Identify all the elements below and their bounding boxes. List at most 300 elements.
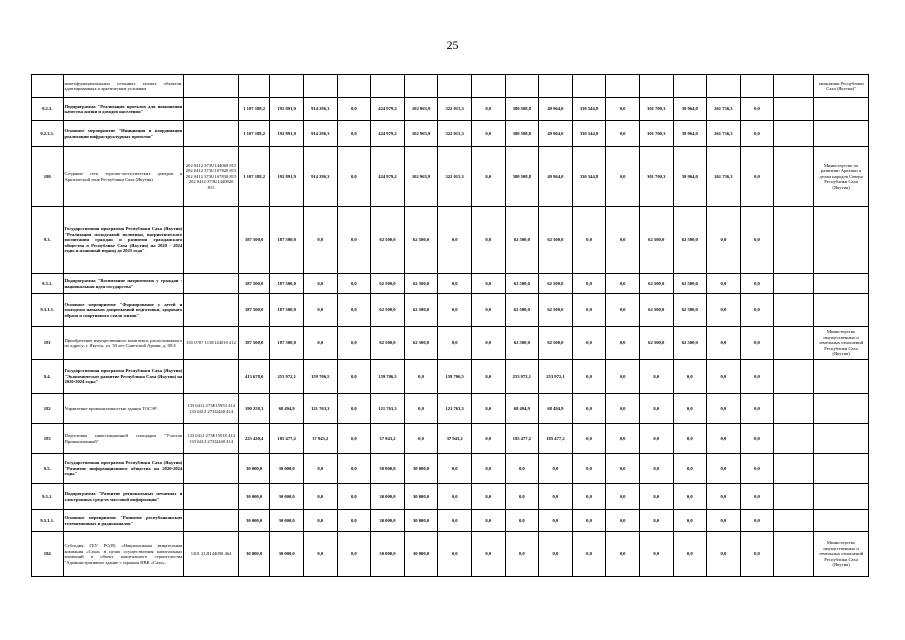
budget-code: 133 0412 273E15953 414 133 0412 273I2440 414 xyxy=(184,394,239,424)
amount-cell: 121 763,3 xyxy=(303,394,337,424)
amount-cell: 159 706,5 xyxy=(303,360,337,394)
amount-cell: 380 508,8 xyxy=(505,98,539,121)
amount-cell: 261 736,3 xyxy=(707,121,741,147)
responsible-executor xyxy=(814,360,869,394)
amount-cell: 187 500,0 xyxy=(238,294,270,327)
amount-cell: 0,0 xyxy=(505,454,539,484)
amount-cell: 37 943,2 xyxy=(371,424,405,454)
amount-cell: 0,0 xyxy=(505,484,539,510)
amount-cell: 62 500,0 xyxy=(539,327,573,360)
amount-cell: 0,0 xyxy=(471,394,505,424)
amount-cell: 0,0 xyxy=(639,360,673,394)
amount-cell: 159 706,5 xyxy=(371,360,405,394)
amount-cell: 0,0 xyxy=(337,360,371,394)
amount-cell: 322 015,3 xyxy=(438,98,472,121)
amount-cell: 0,0 xyxy=(740,454,774,484)
amount-cell: 0,0 xyxy=(673,454,707,484)
amount-cell xyxy=(774,454,814,484)
amount-cell: 0,0 xyxy=(438,454,472,484)
budget-table xyxy=(31,74,869,577)
amount-cell: 0,0 xyxy=(337,207,371,274)
amount-cell: 68 494,9 xyxy=(539,394,573,424)
amount-cell: 0,0 xyxy=(740,510,774,532)
amount-cell: 424 979,2 xyxy=(371,98,405,121)
amount-cell: 49 964,0 xyxy=(539,147,573,207)
amount-cell: 187 500,0 xyxy=(238,207,270,274)
amount-cell xyxy=(539,75,573,98)
row-number: 9.4. xyxy=(32,360,64,394)
amount-cell: 0,0 xyxy=(707,454,741,484)
amount-cell: 30 000,0 xyxy=(371,454,405,484)
amount-cell: 0,0 xyxy=(606,294,640,327)
amount-cell xyxy=(774,510,814,532)
amount-cell: 0,0 xyxy=(471,532,505,577)
row-name: Приобретение имущественного комплекса, расположенного по адресу: г. Якутск, ул. 50 лет Советской Армии, д. 80/4 xyxy=(63,327,184,360)
row-name: Государственная программа Республики Саха (Якутия) "Развитие информационного общества на 2020-2024 годы" xyxy=(63,454,184,484)
amount-cell: 0,0 xyxy=(471,510,505,532)
amount-cell: 30 000,0 xyxy=(238,484,270,510)
row-name: Подпрограмма "Воспитание патриотизма у граждан - национальная идея государства" xyxy=(63,274,184,294)
amount-cell: 0,0 xyxy=(572,294,606,327)
table-row xyxy=(32,454,869,484)
amount-cell: 0,0 xyxy=(606,484,640,510)
amount-cell: 0,0 xyxy=(438,294,472,327)
table-row xyxy=(32,360,869,394)
responsible-executor xyxy=(814,424,869,454)
amount-cell: 0,0 xyxy=(639,532,673,577)
budget-code xyxy=(184,294,239,327)
amount-cell: 0,0 xyxy=(337,327,371,360)
table-row xyxy=(32,327,869,360)
row-number: 183 xyxy=(32,424,64,454)
amount-cell: 330 544,8 xyxy=(572,147,606,207)
amount-cell: 0,0 xyxy=(639,484,673,510)
amount-cell: 0,0 xyxy=(471,294,505,327)
amount-cell: 62 500,0 xyxy=(539,274,573,294)
amount-cell: 30 000,0 xyxy=(404,510,438,532)
amount-cell: 0,0 xyxy=(639,454,673,484)
budget-code xyxy=(184,484,239,510)
row-number: 9.3. xyxy=(32,207,64,274)
amount-cell xyxy=(673,75,707,98)
budget-code: 202 0412 373U144060 815 202 0412 373U1S7820 815 202 0412 373U1S7830 815 202 0412 373U1440820 815 xyxy=(184,147,239,207)
amount-cell: 301 700,3 xyxy=(639,121,673,147)
amount-cell xyxy=(774,147,814,207)
table-row xyxy=(32,532,869,577)
budget-code xyxy=(184,121,239,147)
amount-cell: 62 500,0 xyxy=(505,294,539,327)
amount-cell: 0,0 xyxy=(740,484,774,510)
amount-cell: 0,0 xyxy=(471,327,505,360)
amount-cell: 62 500,0 xyxy=(673,294,707,327)
amount-cell: 30 000,0 xyxy=(371,532,405,577)
amount-cell: 380 508,8 xyxy=(505,121,539,147)
budget-code xyxy=(184,454,239,484)
amount-cell xyxy=(774,274,814,294)
amount-cell: 0,0 xyxy=(707,394,741,424)
amount-cell: 0,0 xyxy=(404,360,438,394)
amount-cell: 0,0 xyxy=(438,510,472,532)
row-name: Подготовка инвестиционной площадки "Участок Промышленный" xyxy=(63,424,184,454)
amount-cell: 0,0 xyxy=(572,424,606,454)
amount-cell: 0,0 xyxy=(572,274,606,294)
amount-cell: 30 000,0 xyxy=(404,454,438,484)
amount-cell: 62 500,0 xyxy=(673,207,707,274)
amount-cell: 0,0 xyxy=(572,360,606,394)
amount-cell: 0,0 xyxy=(673,394,707,424)
amount-cell xyxy=(774,484,814,510)
amount-cell: 0,0 xyxy=(337,454,371,484)
responsible-executor xyxy=(814,207,869,274)
amount-cell: 0,0 xyxy=(606,360,640,394)
amount-cell: 0,0 xyxy=(303,327,337,360)
amount-cell: 253 972,1 xyxy=(539,360,573,394)
responsible-executor xyxy=(814,510,869,532)
amount-cell: 30 000,0 xyxy=(371,510,405,532)
amount-cell: 39 964,0 xyxy=(673,98,707,121)
amount-cell: 37 943,2 xyxy=(303,424,337,454)
table-row xyxy=(32,121,869,147)
amount-cell: 0,0 xyxy=(572,484,606,510)
amount-cell: 62 500,0 xyxy=(673,274,707,294)
row-name: Основное мероприятие "Инициация и координация реализации инфраструктурных проектов" xyxy=(63,121,184,147)
amount-cell: 0,0 xyxy=(639,510,673,532)
amount-cell: 0,0 xyxy=(639,394,673,424)
amount-cell: 187 500,0 xyxy=(238,274,270,294)
row-number: 184 xyxy=(32,532,64,577)
responsible-executor xyxy=(814,121,869,147)
amount-cell: 0,0 xyxy=(438,484,472,510)
amount-cell xyxy=(774,532,814,577)
row-number: 9.5. xyxy=(32,454,64,484)
amount-cell xyxy=(774,424,814,454)
amount-cell: 0,0 xyxy=(337,394,371,424)
amount-cell: 0,0 xyxy=(740,121,774,147)
row-number xyxy=(32,75,64,98)
amount-cell: 0,0 xyxy=(572,207,606,274)
amount-cell: 0,0 xyxy=(471,454,505,484)
amount-cell xyxy=(740,75,774,98)
amount-cell: 253 972,1 xyxy=(270,360,304,394)
amount-cell: 0,0 xyxy=(539,510,573,532)
amount-cell: 68 494,9 xyxy=(270,394,304,424)
amount-cell: 1 107 188,2 xyxy=(238,98,270,121)
amount-cell: 0,0 xyxy=(337,121,371,147)
row-name: Подпрограмма "Реализация проектов для повышения качества жизни и доходов населения" xyxy=(63,98,184,121)
amount-cell: 330 544,8 xyxy=(572,98,606,121)
table-row xyxy=(32,510,869,532)
responsible-executor: Министерство имущественных и земельных отношений Республики Саха (Якутия) xyxy=(814,327,869,360)
amount-cell xyxy=(438,75,472,98)
amount-cell: 0,0 xyxy=(337,147,371,207)
amount-cell: 0,0 xyxy=(471,207,505,274)
amount-cell: 49 964,0 xyxy=(539,98,573,121)
amount-cell: 0,0 xyxy=(337,98,371,121)
amount-cell: 0,0 xyxy=(471,274,505,294)
amount-cell: 0,0 xyxy=(707,274,741,294)
amount-cell xyxy=(707,75,741,98)
row-number: 180 xyxy=(32,147,64,207)
amount-cell: 30 000,0 xyxy=(238,510,270,532)
row-number: 9.2.3.1. xyxy=(32,121,64,147)
amount-cell: 62 500,0 xyxy=(639,207,673,274)
amount-cell: 0,0 xyxy=(740,424,774,454)
responsible-executor xyxy=(814,394,869,424)
amount-cell: 322 015,3 xyxy=(438,121,472,147)
amount-cell: 0,0 xyxy=(740,394,774,424)
amount-cell: 0,0 xyxy=(606,394,640,424)
amount-cell xyxy=(606,75,640,98)
amount-cell: 62 500,0 xyxy=(404,274,438,294)
amount-cell: 413 678,6 xyxy=(238,360,270,394)
amount-cell: 0,0 xyxy=(606,424,640,454)
row-name: Государственная программа Республики Саха (Якутия) "Экономическое развитие Республики Саха (Якутия) на 2020-2024 годы" xyxy=(63,360,184,394)
amount-cell: 62 500,0 xyxy=(539,207,573,274)
amount-cell: 192 891,9 xyxy=(270,121,304,147)
amount-cell: 62 500,0 xyxy=(371,274,405,294)
amount-cell: 0,0 xyxy=(471,360,505,394)
amount-cell: 62 500,0 xyxy=(371,207,405,274)
row-number: 9.3.1. xyxy=(32,274,64,294)
amount-cell: 322 015,3 xyxy=(438,147,472,207)
amount-cell: 0,0 xyxy=(572,532,606,577)
budget-code xyxy=(184,274,239,294)
table-row xyxy=(32,147,869,207)
responsible-executor: экономики Республики Саха (Якутия)" xyxy=(814,75,869,98)
amount-cell: 0,0 xyxy=(471,424,505,454)
amount-cell: 102 963,9 xyxy=(404,147,438,207)
amount-cell: 190 258,3 xyxy=(238,394,270,424)
amount-cell: 0,0 xyxy=(438,327,472,360)
amount-cell xyxy=(774,75,814,98)
amount-cell: 223 420,4 xyxy=(238,424,270,454)
amount-cell xyxy=(774,294,814,327)
amount-cell: 192 891,9 xyxy=(270,98,304,121)
row-number: 182 xyxy=(32,394,64,424)
amount-cell: 0,0 xyxy=(438,207,472,274)
amount-cell: 0,0 xyxy=(337,484,371,510)
row-number: 9.5.1. xyxy=(32,484,64,510)
amount-cell: 62 500,0 xyxy=(404,207,438,274)
amount-cell: 0,0 xyxy=(337,294,371,327)
amount-cell xyxy=(774,394,814,424)
row-name: Субсидия ГБУ РС(Я) «Национальная вещательная компания «Саха» в целях осуществления капитальных вложений в объект капитального строительства "Административное здание с гаражом НВК «Саха», xyxy=(63,532,184,577)
budget-code: 133 0412 273E15918 414 133 0412 273I2440 414 xyxy=(184,424,239,454)
budget-code: 1201 212I144090 464 xyxy=(184,532,239,577)
amount-cell: 0,0 xyxy=(572,454,606,484)
row-name: Управление промышленностью здания ТОСЭР xyxy=(63,394,184,424)
amount-cell: 0,0 xyxy=(639,424,673,454)
amount-cell: 0,0 xyxy=(572,327,606,360)
amount-cell: 0,0 xyxy=(438,274,472,294)
amount-cell xyxy=(337,75,371,98)
amount-cell xyxy=(572,75,606,98)
row-name: Создание сети торгово-логистических центров в Арктической зоне Республики Саха (Якутия) xyxy=(63,147,184,207)
amount-cell: 30 000,0 xyxy=(270,532,304,577)
amount-cell: 0,0 xyxy=(404,394,438,424)
amount-cell: 0,0 xyxy=(303,454,337,484)
responsible-executor xyxy=(814,98,869,121)
amount-cell: 0,0 xyxy=(707,484,741,510)
amount-cell xyxy=(774,360,814,394)
amount-cell: 0,0 xyxy=(707,327,741,360)
amount-cell: 0,0 xyxy=(303,532,337,577)
amount-cell: 0,0 xyxy=(337,274,371,294)
amount-cell: 0,0 xyxy=(707,424,741,454)
amount-cell: 121 763,3 xyxy=(438,394,472,424)
amount-cell: 301 700,3 xyxy=(639,147,673,207)
amount-cell: 68 494,9 xyxy=(505,394,539,424)
amount-cell: 380 508,8 xyxy=(505,147,539,207)
amount-cell: 30 000,0 xyxy=(270,484,304,510)
amount-cell: 0,0 xyxy=(707,532,741,577)
responsible-executor xyxy=(814,274,869,294)
amount-cell: 185 477,2 xyxy=(270,424,304,454)
amount-cell: 62 500,0 xyxy=(639,274,673,294)
amount-cell: 0,0 xyxy=(673,424,707,454)
budget-code: 165 0707 113E144010 412 xyxy=(184,327,239,360)
amount-cell: 30 000,0 xyxy=(238,454,270,484)
amount-cell: 62 500,0 xyxy=(639,294,673,327)
amount-cell: 30 000,0 xyxy=(238,532,270,577)
amount-cell: 30 000,0 xyxy=(270,454,304,484)
amount-cell xyxy=(774,327,814,360)
table-row xyxy=(32,75,869,98)
row-name: Подпрограмма "Развитие региональных печатных и электронных средств массовой информации" xyxy=(63,484,184,510)
amount-cell: 424 979,2 xyxy=(371,121,405,147)
responsible-executor xyxy=(814,484,869,510)
amount-cell: 0,0 xyxy=(303,510,337,532)
budget-code xyxy=(184,360,239,394)
amount-cell: 330 544,8 xyxy=(572,121,606,147)
responsible-executor: Министерство имущественных и земельных отношений Республики Саха (Якутия) xyxy=(814,532,869,577)
amount-cell: 0,0 xyxy=(471,98,505,121)
budget-code xyxy=(184,510,239,532)
table-row xyxy=(32,274,869,294)
amount-cell: 0,0 xyxy=(606,207,640,274)
amount-cell: 187 500,0 xyxy=(270,274,304,294)
amount-cell xyxy=(774,121,814,147)
amount-cell xyxy=(774,98,814,121)
amount-cell: 0,0 xyxy=(337,510,371,532)
table-row xyxy=(32,394,869,424)
page-number: 25 xyxy=(446,38,459,52)
table-row xyxy=(32,294,869,327)
row-name: многофункциональных сезонных теплых объектов, адаптированных к арктическим условиям xyxy=(63,75,184,98)
amount-cell: 49 964,0 xyxy=(539,121,573,147)
amount-cell: 121 763,3 xyxy=(371,394,405,424)
table-row xyxy=(32,484,869,510)
amount-cell: 62 500,0 xyxy=(371,294,405,327)
amount-cell: 102 963,9 xyxy=(404,98,438,121)
amount-cell: 0,0 xyxy=(673,510,707,532)
amount-cell: 0,0 xyxy=(539,454,573,484)
row-number: 9.5.1.1. xyxy=(32,510,64,532)
amount-cell: 39 964,0 xyxy=(673,147,707,207)
amount-cell: 0,0 xyxy=(505,510,539,532)
amount-cell xyxy=(639,75,673,98)
amount-cell: 37 943,2 xyxy=(438,424,472,454)
amount-cell: 301 700,3 xyxy=(639,98,673,121)
amount-cell: 62 500,0 xyxy=(404,327,438,360)
amount-cell: 192 891,9 xyxy=(270,147,304,207)
row-number: 181 xyxy=(32,327,64,360)
amount-cell: 0,0 xyxy=(303,207,337,274)
amount-cell: 30 000,0 xyxy=(371,484,405,510)
amount-cell: 102 963,9 xyxy=(404,121,438,147)
amount-cell: 187 500,0 xyxy=(270,327,304,360)
amount-cell: 0,0 xyxy=(606,454,640,484)
amount-cell xyxy=(471,75,505,98)
amount-cell: 30 000,0 xyxy=(404,484,438,510)
amount-cell: 0,0 xyxy=(539,484,573,510)
amount-cell xyxy=(505,75,539,98)
amount-cell: 0,0 xyxy=(438,532,472,577)
amount-cell: 62 500,0 xyxy=(505,207,539,274)
amount-cell: 0,0 xyxy=(740,360,774,394)
amount-cell: 0,0 xyxy=(740,207,774,274)
amount-cell: 0,0 xyxy=(303,274,337,294)
amount-cell: 253 972,1 xyxy=(505,360,539,394)
row-number: 9.3.1.1. xyxy=(32,294,64,327)
row-name: Основное мероприятие "Формирование у детей и молодежи навыков допризывной подготовки, здорового образа и спортивного стиля жизни" xyxy=(63,294,184,327)
amount-cell: 424 979,2 xyxy=(371,147,405,207)
amount-cell: 0,0 xyxy=(303,484,337,510)
budget-code xyxy=(184,75,239,98)
amount-cell: 0,0 xyxy=(740,147,774,207)
amount-cell: 187 500,0 xyxy=(270,294,304,327)
table-row xyxy=(32,98,869,121)
row-name: Основное мероприятие "Развитие республиканских телевизионных и радиоканалов" xyxy=(63,510,184,532)
row-name: Государственная программа Республики Саха (Якутия) "Реализация молодежной политики, патриотического воспитания граждан и развития гражданского общества в Республике Саха (Якутия) на 2020 - 2024 годы и плановый период до 2025 года" xyxy=(63,207,184,274)
amount-cell: 62 500,0 xyxy=(404,294,438,327)
amount-cell xyxy=(238,75,270,98)
amount-cell: 261 736,3 xyxy=(707,98,741,121)
amount-cell: 0,0 xyxy=(740,98,774,121)
amount-cell: 0,0 xyxy=(606,510,640,532)
amount-cell: 0,0 xyxy=(707,510,741,532)
amount-cell: 0,0 xyxy=(606,532,640,577)
amount-cell: 185 477,2 xyxy=(539,424,573,454)
amount-cell: 62 500,0 xyxy=(505,327,539,360)
amount-cell: 0,0 xyxy=(707,207,741,274)
amount-cell: 0,0 xyxy=(673,360,707,394)
amount-cell: 0,0 xyxy=(303,294,337,327)
row-number: 9.2.3. xyxy=(32,98,64,121)
amount-cell: 914 296,3 xyxy=(303,121,337,147)
amount-cell: 0,0 xyxy=(572,394,606,424)
amount-cell: 0,0 xyxy=(673,532,707,577)
responsible-executor xyxy=(814,294,869,327)
amount-cell: 62 500,0 xyxy=(539,294,573,327)
amount-cell: 1 107 188,2 xyxy=(238,147,270,207)
amount-cell: 0,0 xyxy=(606,327,640,360)
amount-cell: 187 500,0 xyxy=(270,207,304,274)
amount-cell xyxy=(270,75,304,98)
amount-cell: 914 296,3 xyxy=(303,98,337,121)
amount-cell: 0,0 xyxy=(572,510,606,532)
amount-cell: 261 736,3 xyxy=(707,147,741,207)
table-row xyxy=(32,424,869,454)
table-body xyxy=(32,75,869,577)
table-row xyxy=(32,207,869,274)
amount-cell: 0,0 xyxy=(707,360,741,394)
amount-cell: 0,0 xyxy=(404,424,438,454)
amount-cell: 0,0 xyxy=(505,532,539,577)
amount-cell: 0,0 xyxy=(673,484,707,510)
budget-code xyxy=(184,98,239,121)
amount-cell xyxy=(774,207,814,274)
